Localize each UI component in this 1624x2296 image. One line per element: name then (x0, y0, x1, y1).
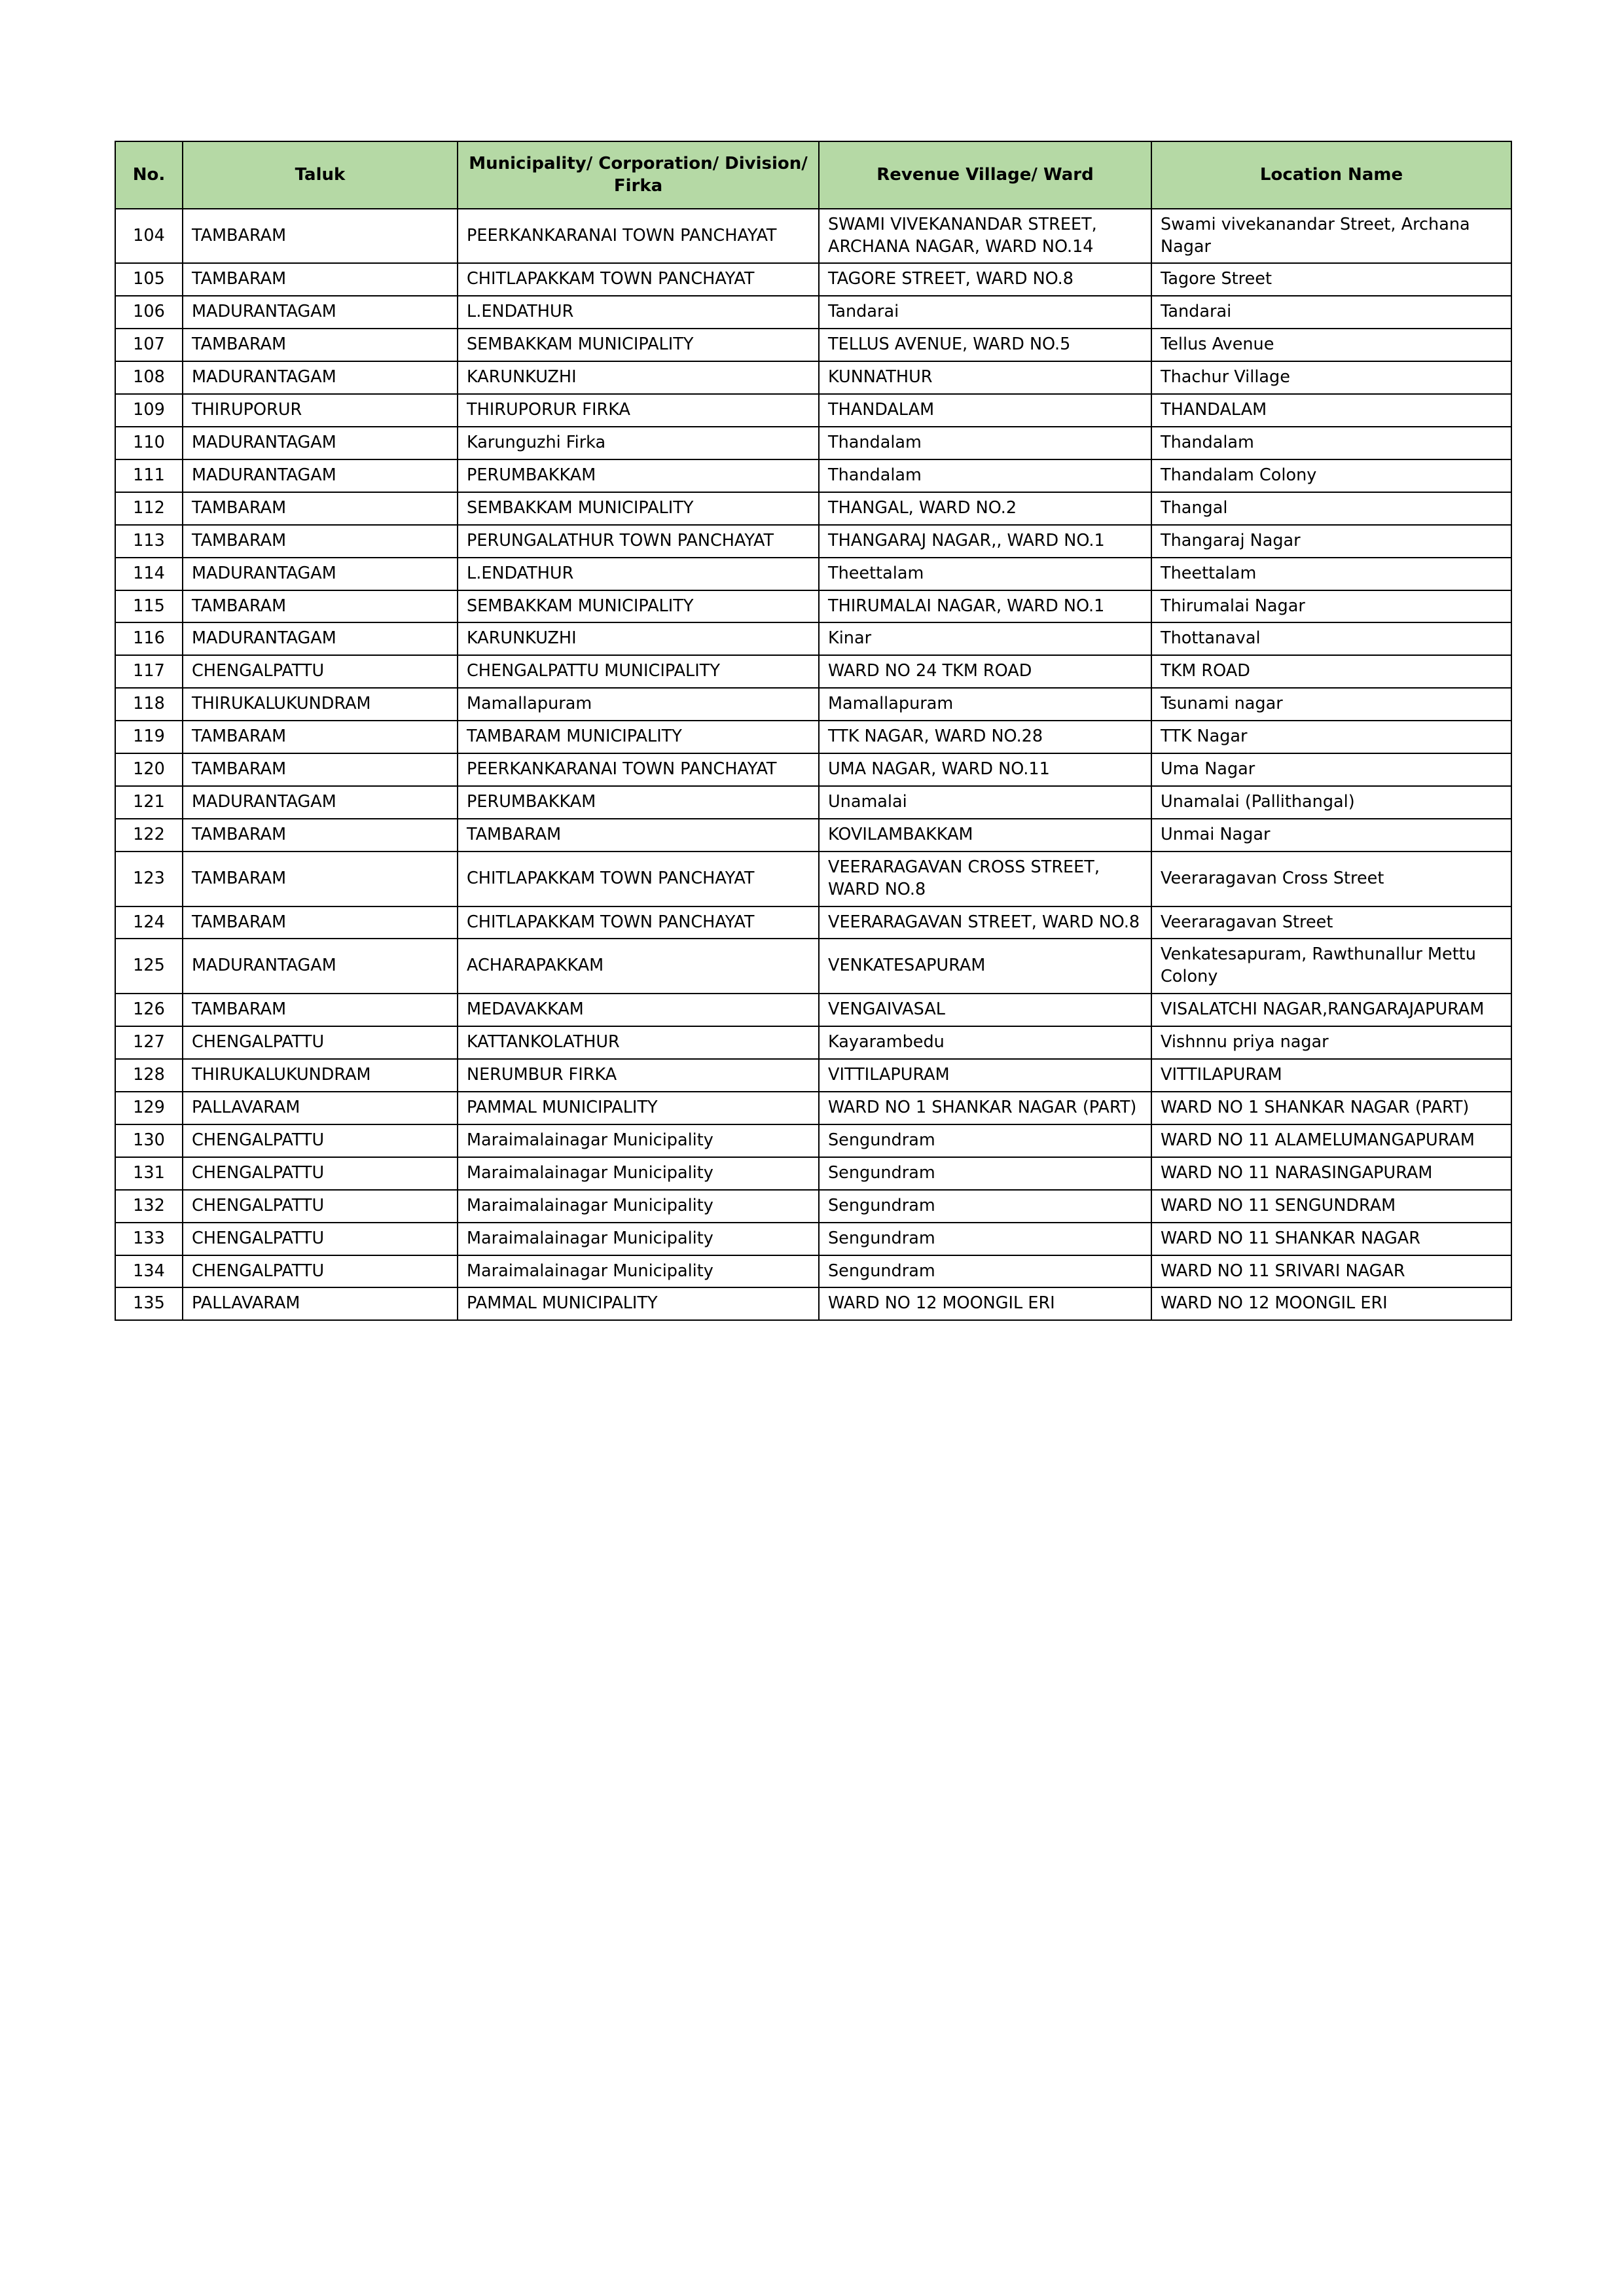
cell-revenue-village: VENGAIVASAL (819, 994, 1151, 1026)
cell-revenue-village: UMA NAGAR, WARD NO.11 (819, 753, 1151, 786)
table-row (115, 655, 1511, 688)
cell-location-name: Thangal (1151, 492, 1511, 525)
cell-revenue-village: Thandalam (819, 459, 1151, 492)
cell-no: 129 (115, 1092, 183, 1124)
cell-municipality: PAMMAL MUNICIPALITY (458, 1092, 819, 1124)
cell-revenue-village: THIRUMALAI NAGAR, WARD NO.1 (819, 590, 1151, 623)
table-row (115, 263, 1511, 296)
cell-revenue-village: KUNNATHUR (819, 361, 1151, 394)
locations-table (115, 141, 1512, 1321)
cell-taluk: TAMBARAM (183, 906, 458, 939)
cell-municipality: THIRUPORUR FIRKA (458, 394, 819, 427)
table-row (115, 1124, 1511, 1157)
cell-taluk: MADURANTAGAM (183, 427, 458, 459)
cell-no: 119 (115, 721, 183, 753)
cell-no: 115 (115, 590, 183, 623)
cell-municipality: MEDAVAKKAM (458, 994, 819, 1026)
cell-location-name: Thandalam Colony (1151, 459, 1511, 492)
cell-no: 130 (115, 1124, 183, 1157)
cell-taluk: MADURANTAGAM (183, 939, 458, 994)
column-header-no: No. (115, 141, 183, 209)
cell-location-name: THANDALAM (1151, 394, 1511, 427)
table-row (115, 1092, 1511, 1124)
cell-no: 111 (115, 459, 183, 492)
cell-revenue-village: TAGORE STREET, WARD NO.8 (819, 263, 1151, 296)
cell-revenue-village: SWAMI VIVEKANANDAR STREET, ARCHANA NAGAR, WARD NO.14 (819, 209, 1151, 264)
cell-no: 120 (115, 753, 183, 786)
cell-taluk: TAMBARAM (183, 525, 458, 558)
cell-municipality: PEERKANKARANAI TOWN PANCHAYAT (458, 209, 819, 264)
cell-municipality: SEMBAKKAM MUNICIPALITY (458, 590, 819, 623)
cell-location-name: Unmai Nagar (1151, 819, 1511, 852)
cell-location-name: Thandalam (1151, 427, 1511, 459)
column-header-taluk: Taluk (183, 141, 458, 209)
cell-revenue-village: Sengundram (819, 1124, 1151, 1157)
cell-no: 114 (115, 558, 183, 590)
cell-no: 113 (115, 525, 183, 558)
cell-location-name: Theettalam (1151, 558, 1511, 590)
cell-municipality: CHITLAPAKKAM TOWN PANCHAYAT (458, 263, 819, 296)
table-row (115, 1287, 1511, 1320)
cell-taluk: MADURANTAGAM (183, 296, 458, 329)
cell-location-name: WARD NO 1 SHANKAR NAGAR (PART) (1151, 1092, 1511, 1124)
table-row (115, 590, 1511, 623)
cell-taluk: CHENGALPATTU (183, 1223, 458, 1255)
cell-municipality: Maraimalainagar Municipality (458, 1190, 819, 1223)
cell-municipality: Mamallapuram (458, 688, 819, 721)
cell-revenue-village: THANGAL, WARD NO.2 (819, 492, 1151, 525)
cell-taluk: TAMBARAM (183, 994, 458, 1026)
cell-taluk: CHENGALPATTU (183, 655, 458, 688)
cell-municipality: TAMBARAM MUNICIPALITY (458, 721, 819, 753)
cell-taluk: MADURANTAGAM (183, 361, 458, 394)
cell-municipality: SEMBAKKAM MUNICIPALITY (458, 492, 819, 525)
cell-municipality: PEERKANKARANAI TOWN PANCHAYAT (458, 753, 819, 786)
cell-location-name: Thangaraj Nagar (1151, 525, 1511, 558)
cell-location-name: TKM ROAD (1151, 655, 1511, 688)
cell-no: 131 (115, 1157, 183, 1190)
cell-taluk: MADURANTAGAM (183, 558, 458, 590)
cell-location-name: Tagore Street (1151, 263, 1511, 296)
cell-no: 109 (115, 394, 183, 427)
table-row (115, 427, 1511, 459)
cell-municipality: Maraimalainagar Municipality (458, 1157, 819, 1190)
cell-taluk: TAMBARAM (183, 209, 458, 264)
cell-taluk: TAMBARAM (183, 819, 458, 852)
table-row (115, 558, 1511, 590)
cell-no: 118 (115, 688, 183, 721)
cell-municipality: PERUNGALATHUR TOWN PANCHAYAT (458, 525, 819, 558)
cell-municipality: PERUMBAKKAM (458, 786, 819, 819)
table-row (115, 1026, 1511, 1059)
cell-revenue-village: Theettalam (819, 558, 1151, 590)
cell-location-name: Veeraragavan Cross Street (1151, 852, 1511, 906)
cell-location-name: Veeraragavan Street (1151, 906, 1511, 939)
cell-no: 135 (115, 1287, 183, 1320)
cell-location-name: Tandarai (1151, 296, 1511, 329)
cell-location-name: WARD NO 12 MOONGIL ERI (1151, 1287, 1511, 1320)
cell-no: 134 (115, 1255, 183, 1288)
table-row (115, 492, 1511, 525)
table-row (115, 688, 1511, 721)
cell-revenue-village: WARD NO 1 SHANKAR NAGAR (PART) (819, 1092, 1151, 1124)
table-row (115, 1190, 1511, 1223)
cell-no: 117 (115, 655, 183, 688)
cell-no: 107 (115, 329, 183, 361)
cell-location-name: Uma Nagar (1151, 753, 1511, 786)
cell-no: 125 (115, 939, 183, 994)
table-row (115, 819, 1511, 852)
cell-location-name: VITTILAPURAM (1151, 1059, 1511, 1092)
cell-no: 116 (115, 622, 183, 655)
table-row (115, 906, 1511, 939)
table-row (115, 209, 1511, 264)
cell-taluk: PALLAVARAM (183, 1287, 458, 1320)
cell-taluk: TAMBARAM (183, 263, 458, 296)
table-row (115, 1255, 1511, 1288)
cell-location-name: Thottanaval (1151, 622, 1511, 655)
cell-location-name: VISALATCHI NAGAR,RANGARAJAPURAM (1151, 994, 1511, 1026)
cell-taluk: TAMBARAM (183, 721, 458, 753)
cell-revenue-village: VEERARAGAVAN STREET, WARD NO.8 (819, 906, 1151, 939)
cell-revenue-village: THANGARAJ NAGAR,, WARD NO.1 (819, 525, 1151, 558)
table-header (115, 141, 1511, 209)
table-row (115, 329, 1511, 361)
table-row (115, 786, 1511, 819)
cell-taluk: CHENGALPATTU (183, 1255, 458, 1288)
table-row (115, 1223, 1511, 1255)
table-row (115, 394, 1511, 427)
cell-location-name: Swami vivekanandar Street, Archana Nagar (1151, 209, 1511, 264)
cell-location-name: WARD NO 11 SHANKAR NAGAR (1151, 1223, 1511, 1255)
cell-location-name: WARD NO 11 ALAMELUMANGAPURAM (1151, 1124, 1511, 1157)
cell-revenue-village: WARD NO 12 MOONGIL ERI (819, 1287, 1151, 1320)
cell-municipality: Karunguzhi Firka (458, 427, 819, 459)
table-row (115, 296, 1511, 329)
cell-location-name: Tsunami nagar (1151, 688, 1511, 721)
cell-municipality: CHENGALPATTU MUNICIPALITY (458, 655, 819, 688)
cell-location-name: Tellus Avenue (1151, 329, 1511, 361)
cell-taluk: MADURANTAGAM (183, 622, 458, 655)
cell-no: 104 (115, 209, 183, 264)
cell-revenue-village: Mamallapuram (819, 688, 1151, 721)
cell-municipality: TAMBARAM (458, 819, 819, 852)
table-header-row (115, 141, 1511, 209)
cell-municipality: KATTANKOLATHUR (458, 1026, 819, 1059)
cell-taluk: CHENGALPATTU (183, 1157, 458, 1190)
cell-taluk: TAMBARAM (183, 852, 458, 906)
cell-location-name: WARD NO 11 SENGUNDRAM (1151, 1190, 1511, 1223)
table-row (115, 459, 1511, 492)
cell-no: 128 (115, 1059, 183, 1092)
cell-revenue-village: VITTILAPURAM (819, 1059, 1151, 1092)
cell-revenue-village: Unamalai (819, 786, 1151, 819)
table-row (115, 1059, 1511, 1092)
cell-revenue-village: Sengundram (819, 1255, 1151, 1288)
cell-revenue-village: Kayarambedu (819, 1026, 1151, 1059)
table-row (115, 721, 1511, 753)
table-row (115, 1157, 1511, 1190)
cell-municipality: CHITLAPAKKAM TOWN PANCHAYAT (458, 852, 819, 906)
cell-revenue-village: KOVILAMBAKKAM (819, 819, 1151, 852)
cell-revenue-village: Sengundram (819, 1223, 1151, 1255)
cell-municipality: KARUNKUZHI (458, 622, 819, 655)
cell-municipality: Maraimalainagar Municipality (458, 1124, 819, 1157)
cell-location-name: Venkatesapuram, Rawthunallur Mettu Colony (1151, 939, 1511, 994)
cell-municipality: L.ENDATHUR (458, 296, 819, 329)
cell-taluk: THIRUKALUKUNDRAM (183, 688, 458, 721)
table-row (115, 361, 1511, 394)
cell-no: 105 (115, 263, 183, 296)
cell-location-name: TTK Nagar (1151, 721, 1511, 753)
cell-revenue-village: TELLUS AVENUE, WARD NO.5 (819, 329, 1151, 361)
cell-taluk: CHENGALPATTU (183, 1124, 458, 1157)
cell-revenue-village: Sengundram (819, 1157, 1151, 1190)
cell-revenue-village: THANDALAM (819, 394, 1151, 427)
cell-revenue-village: Kinar (819, 622, 1151, 655)
cell-taluk: MADURANTAGAM (183, 459, 458, 492)
cell-no: 110 (115, 427, 183, 459)
cell-revenue-village: Tandarai (819, 296, 1151, 329)
cell-revenue-village: VEERARAGAVAN CROSS STREET, WARD NO.8 (819, 852, 1151, 906)
cell-taluk: THIRUKALUKUNDRAM (183, 1059, 458, 1092)
cell-location-name: WARD NO 11 SRIVARI NAGAR (1151, 1255, 1511, 1288)
cell-municipality: CHITLAPAKKAM TOWN PANCHAYAT (458, 906, 819, 939)
cell-taluk: CHENGALPATTU (183, 1190, 458, 1223)
cell-taluk: TAMBARAM (183, 492, 458, 525)
cell-revenue-village: VENKATESAPURAM (819, 939, 1151, 994)
cell-municipality: ACHARAPAKKAM (458, 939, 819, 994)
cell-municipality: PERUMBAKKAM (458, 459, 819, 492)
cell-taluk: TAMBARAM (183, 753, 458, 786)
cell-no: 124 (115, 906, 183, 939)
cell-location-name: Thachur Village (1151, 361, 1511, 394)
table-row (115, 852, 1511, 906)
cell-location-name: Vishnnu priya nagar (1151, 1026, 1511, 1059)
cell-municipality: KARUNKUZHI (458, 361, 819, 394)
cell-no: 126 (115, 994, 183, 1026)
cell-taluk: CHENGALPATTU (183, 1026, 458, 1059)
cell-location-name: WARD NO 11 NARASINGAPURAM (1151, 1157, 1511, 1190)
cell-municipality: L.ENDATHUR (458, 558, 819, 590)
cell-municipality: SEMBAKKAM MUNICIPALITY (458, 329, 819, 361)
cell-no: 127 (115, 1026, 183, 1059)
cell-no: 133 (115, 1223, 183, 1255)
cell-location-name: Thirumalai Nagar (1151, 590, 1511, 623)
column-header-location-name: Location Name (1151, 141, 1511, 209)
column-header-municipality: Municipality/ Corporation/ Division/ Firka (458, 141, 819, 209)
cell-revenue-village: Sengundram (819, 1190, 1151, 1223)
cell-taluk: PALLAVARAM (183, 1092, 458, 1124)
table-body (115, 209, 1511, 1321)
cell-location-name: Unamalai (Pallithangal) (1151, 786, 1511, 819)
cell-no: 112 (115, 492, 183, 525)
table-row (115, 753, 1511, 786)
cell-revenue-village: TTK NAGAR, WARD NO.28 (819, 721, 1151, 753)
cell-no: 106 (115, 296, 183, 329)
table-row (115, 939, 1511, 994)
cell-municipality: PAMMAL MUNICIPALITY (458, 1287, 819, 1320)
cell-no: 108 (115, 361, 183, 394)
table-row (115, 525, 1511, 558)
cell-taluk: THIRUPORUR (183, 394, 458, 427)
cell-municipality: NERUMBUR FIRKA (458, 1059, 819, 1092)
cell-taluk: MADURANTAGAM (183, 786, 458, 819)
cell-taluk: TAMBARAM (183, 590, 458, 623)
cell-no: 121 (115, 786, 183, 819)
cell-no: 122 (115, 819, 183, 852)
cell-revenue-village: WARD NO 24 TKM ROAD (819, 655, 1151, 688)
column-header-revenue-village: Revenue Village/ Ward (819, 141, 1151, 209)
table-row (115, 994, 1511, 1026)
table-row (115, 622, 1511, 655)
cell-municipality: Maraimalainagar Municipality (458, 1223, 819, 1255)
cell-revenue-village: Thandalam (819, 427, 1151, 459)
cell-taluk: TAMBARAM (183, 329, 458, 361)
cell-no: 132 (115, 1190, 183, 1223)
cell-no: 123 (115, 852, 183, 906)
cell-municipality: Maraimalainagar Municipality (458, 1255, 819, 1288)
